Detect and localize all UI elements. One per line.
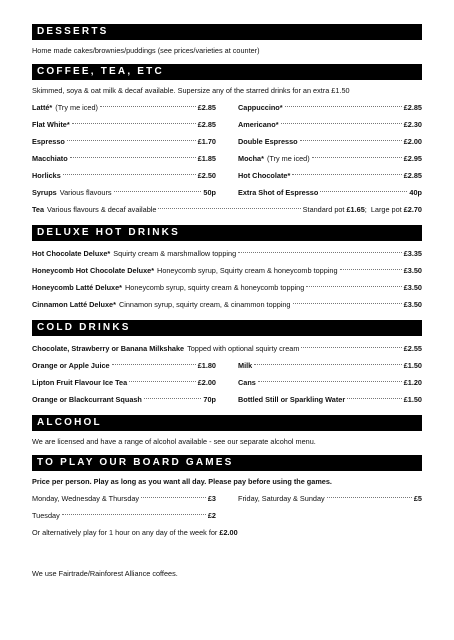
menu-item: Bottled Still or Sparkling Water £1.50 (238, 395, 422, 404)
menu-item: Cinnamon Latté Deluxe* Cinnamon syrup, squirty cream, & cinammon topping £3.50 (32, 300, 422, 309)
cold-left-column (32, 357, 216, 408)
menu-item: Macchiato £1.85 (32, 154, 216, 163)
games-section (32, 455, 422, 541)
menu-item: Honeycomb Hot Chocolate Deluxe* Honeycomb syrup, Squirty cream & honeycomb topping £3.50 (32, 266, 422, 275)
tea-row: Tea Various flavours & decaf available Standard pot £1.65 ; Large pot £2.70 (32, 205, 422, 214)
menu-item: Americano* £2.30 (238, 120, 422, 129)
menu-item: Syrups Various flavours 50p (32, 188, 216, 197)
menu-item: Orange or Blackcurrant Squash 70p (32, 395, 216, 404)
menu-item: Double Espresso £2.00 (238, 137, 422, 146)
coffee-heading: COFFEE, TEA, ETC (32, 64, 422, 80)
desserts-section (32, 24, 422, 57)
menu-item: Flat White* £2.85 (32, 120, 216, 129)
menu-item: Hot Chocolate Deluxe* Squirty cream & marshmallow topping £3.35 (32, 249, 422, 258)
menu-item: Mocha* (Try me iced) £2.95 (238, 154, 422, 163)
menu-item: Chocolate, Strawberry or Banana Milkshake Topped with optional squirty cream £2.55 (32, 344, 422, 353)
cold-columns (32, 357, 422, 408)
menu-page (32, 24, 422, 548)
menu-item: Cans £1.20 (238, 378, 422, 387)
menu-item: Cappuccino* £2.85 (238, 103, 422, 112)
games-alternative: Or alternatively play for 1 hour on any day of the week for £2.00 (32, 528, 238, 537)
menu-item: Honeycomb Latté Deluxe* Honeycomb syrup, squirty cream & honeycomb topping £3.50 (32, 283, 422, 292)
games-heading: TO PLAY OUR BOARD GAMES (32, 455, 422, 471)
fairtrade-footer: We use Fairtrade/Rainforest Alliance coffees. (32, 569, 178, 578)
menu-item: Monday, Wednesday & Thursday £3 (32, 494, 216, 503)
coffee-left-column (32, 99, 216, 201)
deluxe-section (32, 225, 422, 313)
menu-item: Extra Shot of Espresso 40p (238, 188, 422, 197)
coffee-section (32, 64, 422, 218)
coffee-right-column (238, 99, 422, 201)
alcohol-note: We are licensed and have a range of alcohol available - see our separate alcohol menu. (32, 437, 316, 446)
games-right-column (238, 490, 422, 524)
cold-section (32, 320, 422, 408)
menu-item: Hot Chocolate* £2.85 (238, 171, 422, 180)
menu-item: Friday, Saturday & Sunday £5 (238, 494, 422, 503)
desserts-note: Home made cakes/brownies/puddings (see prices/varieties at counter) (32, 46, 260, 55)
alcohol-heading: ALCOHOL (32, 415, 422, 431)
games-left-column (32, 490, 216, 524)
desserts-heading: DESSERTS (32, 24, 422, 40)
coffee-columns (32, 99, 422, 201)
coffee-note: Skimmed, soya & oat milk & decaf available. Supersize any of the starred drinks for an extra £1.50 (32, 86, 350, 95)
games-columns (32, 490, 422, 524)
deluxe-heading: DELUXE HOT DRINKS (32, 225, 422, 241)
cold-heading: COLD DRINKS (32, 320, 422, 336)
games-intro: Price per person. Play as long as you want all day. Please pay before using the games. (32, 477, 332, 486)
menu-item: Espresso £1.70 (32, 137, 216, 146)
menu-item: Orange or Apple Juice £1.80 (32, 361, 216, 370)
menu-item: Horlicks £2.50 (32, 171, 216, 180)
alcohol-section (32, 415, 422, 448)
menu-item: Tuesday £2 (32, 511, 216, 520)
menu-item: Lipton Fruit Flavour Ice Tea £2.00 (32, 378, 216, 387)
cold-right-column (238, 357, 422, 408)
menu-item: Milk £1.50 (238, 361, 422, 370)
menu-item: Latté* (Try me iced) £2.85 (32, 103, 216, 112)
